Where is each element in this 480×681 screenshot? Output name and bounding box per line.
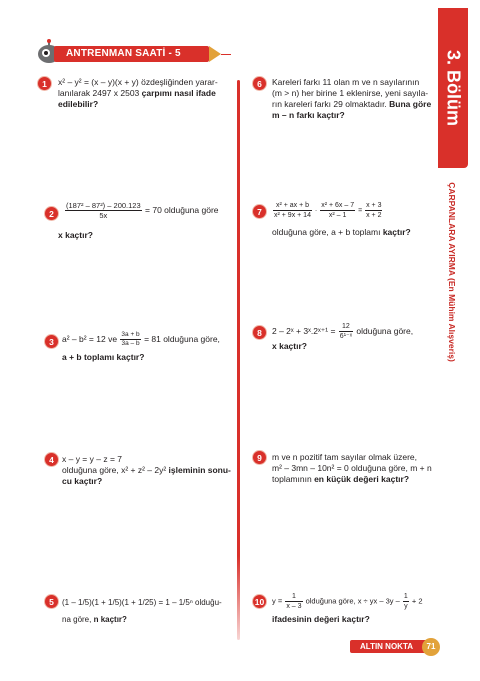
problem-9 — [272, 452, 442, 485]
problem-10-fraction — [285, 592, 302, 611]
problem-6-line-2: (m > n) her birine 1 eklenirse, yeni sayıla- — [272, 88, 429, 98]
problem-6-line-3: rın kareleri farkı 29 olmaktadır. — [272, 99, 387, 109]
problem-9-question: en küçük değeri kaçtır? — [311, 474, 410, 484]
problem-number-10: 10 — [252, 594, 267, 609]
problem-2-fraction — [65, 201, 142, 220]
problem-10-fraction-denominator: x – 3 — [286, 603, 302, 610]
problem-8-fraction-numerator: 12 — [339, 322, 353, 332]
problem-3-equation: = 81 olduğuna göre, — [144, 333, 220, 344]
problem-7-fraction-1-denominator: x² + 9x + 14 — [274, 212, 311, 219]
problem-4-line-2: olduğuna göre, x² + z² – 2y² — [62, 465, 167, 475]
problem-3-fraction-denominator: 3a – b — [121, 340, 140, 347]
problem-7-question-line — [272, 227, 411, 238]
problem-4-line-1: x – y = y – z = 7 — [62, 454, 123, 464]
column-divider — [237, 80, 240, 640]
problem-2 — [64, 201, 234, 220]
problem-3 — [62, 331, 232, 348]
header-banner-line — [221, 54, 231, 55]
problem-10-fraction-2-numerator: 1 — [403, 593, 408, 600]
problem-4-question-end: cu kaçtır? — [62, 476, 103, 486]
problem-number-9: 9 — [252, 450, 267, 465]
section-side-label: ÇARPANLARA AYIRMA (En Mühim Alışveriş) — [447, 182, 457, 362]
problem-10-question: ifadesinin değeri kaçtır? — [272, 614, 370, 624]
problem-7 — [272, 201, 442, 220]
problem-8-equation: 2 – 2ˣ + 3ˣ.2ˣ⁺¹ = — [272, 325, 336, 336]
problem-4-question: işleminin sonu- — [166, 465, 231, 475]
problem-7-equals: = — [358, 207, 363, 215]
problem-7-dot: · — [314, 207, 318, 215]
problem-9-line-2: m² – 3mn – 10n² = 0 olduğuna göre, m + n — [272, 463, 432, 473]
problem-5-line-1: (1 – 1/5)(1 + 1/5)(1 + 1/25) = 1 – 1/5ⁿ olduğu- — [62, 598, 222, 607]
problem-8-question: x kaçtır? — [272, 341, 307, 351]
problem-3-question: a + b toplamı kaçtır? — [62, 352, 145, 362]
problem-10-question-line — [272, 614, 370, 625]
problem-1 — [58, 77, 228, 110]
problem-6-question: Buna göre — [386, 99, 432, 109]
problem-7-question: kaçtır? — [380, 227, 411, 237]
problem-2-equation: = 70 olduğuna göre — [145, 204, 219, 215]
problem-7-line-2: olduğuna göre, a + b toplamı — [272, 227, 381, 237]
problem-10 — [272, 592, 442, 611]
problem-number-5: 5 — [44, 594, 59, 609]
problem-10-fraction-2 — [403, 592, 409, 611]
problem-1-line-2: lanılarak 2497 x 2503 — [58, 88, 140, 98]
problem-8-fraction-denominator: 6¹⁻ˣ — [339, 333, 353, 340]
problem-8 — [272, 322, 442, 341]
problem-8-condition: olduğuna göre, — [356, 325, 414, 336]
problem-number-8: 8 — [252, 325, 267, 340]
problem-5-question: n kaçtır? — [91, 615, 127, 624]
problem-3-fraction — [120, 331, 140, 348]
chapter-tab-label: 3. Bölüm — [443, 49, 464, 127]
problem-8-question-line — [272, 341, 307, 352]
problem-7-fraction-3-numerator: x + 3 — [366, 202, 382, 209]
header-banner-tip — [209, 46, 221, 62]
problem-10-fraction-2-denominator: y — [404, 603, 408, 610]
problem-number-4: 4 — [44, 452, 59, 467]
problem-7-fraction-2-numerator: x² + 6x – 7 — [321, 202, 355, 209]
page-title: ANTRENMAN SAATİ - 5 — [66, 48, 181, 59]
problem-2-fraction-numerator: (187² – 87²) – 200.123 — [66, 201, 141, 210]
problem-7-fraction-1 — [273, 201, 312, 220]
problem-3-question-line — [62, 352, 144, 363]
problem-number-6: 6 — [252, 76, 267, 91]
problem-3-fraction-numerator: 3a + b — [121, 331, 140, 338]
problem-1-question: çarpımı nasıl ifade — [139, 88, 216, 98]
problem-number-1: 1 — [37, 76, 52, 91]
problem-8-fraction — [339, 322, 353, 341]
problem-10-plus: + 2 — [411, 596, 423, 606]
problem-10-y: y = — [272, 596, 283, 606]
problem-6-line-1: Kareleri farkı 11 olan m ve n sayılarının — [272, 77, 420, 87]
problem-4 — [62, 454, 232, 487]
problem-7-fraction-1-numerator: x² + ax + b — [273, 201, 312, 211]
problem-7-fraction-2 — [320, 201, 355, 220]
problem-5-line-2: na göre, — [62, 615, 92, 624]
page-number: 71 — [422, 638, 440, 656]
problem-2-question: x kaçtır? — [58, 230, 93, 240]
problem-7-fraction-3-denominator: x + 2 — [366, 212, 382, 219]
problem-number-3: 3 — [44, 334, 59, 349]
footer-brand: ALTIN NOKTA — [360, 642, 414, 651]
problem-number-2: 2 — [44, 206, 59, 221]
problem-7-fraction-2-denominator: x² – 1 — [328, 212, 347, 219]
problem-9-line-3: toplamının — [272, 474, 312, 484]
problem-9-line-1: m ve n pozitif tam sayılar olmak üzere, — [272, 452, 418, 462]
problem-7-fraction-3 — [365, 201, 382, 220]
problem-6 — [272, 77, 434, 121]
problem-number-7: 7 — [252, 204, 267, 219]
problem-10-expression: olduğuna göre, x ÷ yx – 3y – — [305, 596, 400, 606]
problem-1-line-1: x² – y² = (x – y)(x + y) özdeşliğinden yarar- — [58, 77, 218, 87]
problem-5 — [62, 597, 234, 625]
problem-3-given: a² – b² = 12 ve — [62, 333, 118, 344]
problem-2-fraction-denominator: 5x — [99, 211, 108, 220]
problem-6-question-end: m – n farkı kaçtır? — [272, 110, 345, 120]
problem-2-question-line — [58, 230, 93, 241]
problem-1-question-end: edilebilir? — [58, 99, 99, 109]
problem-10-fraction-numerator: 1 — [285, 592, 302, 602]
